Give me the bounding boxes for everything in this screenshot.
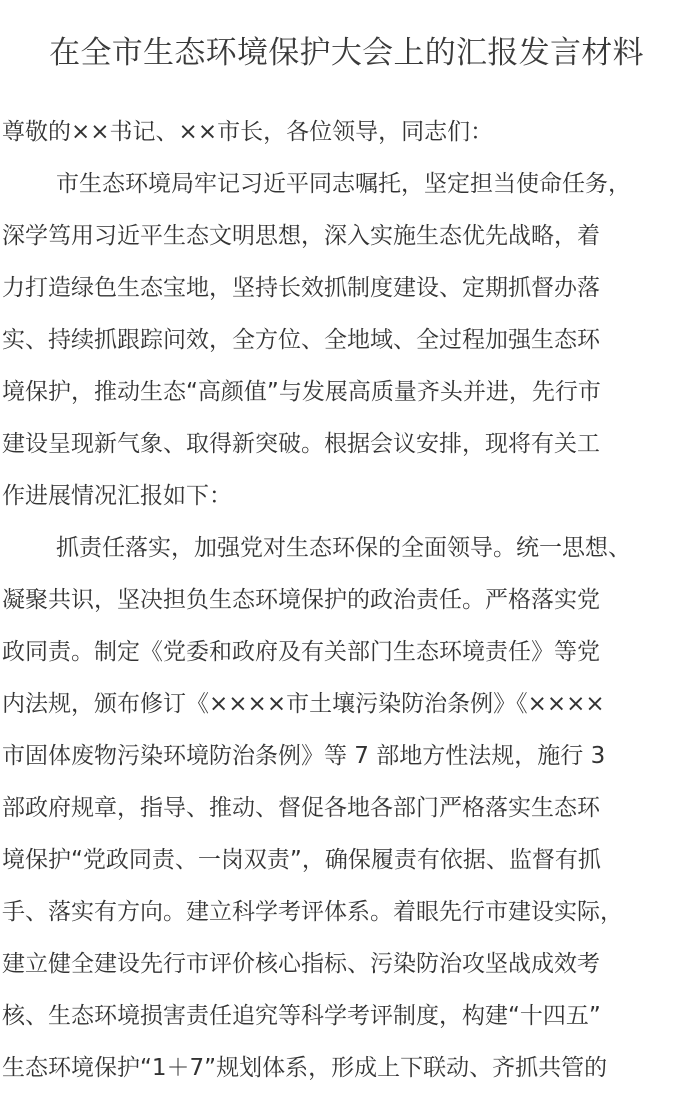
paragraph-line: 市固体废物污染环境防治条例》等 7 部地方性法规，施行 3: [2, 743, 606, 769]
salutation: 尊敬的××书记、××市长，各位领导，同志们：: [2, 119, 494, 145]
document-title: 在全市生态环境保护大会上的汇报发言材料: [49, 35, 644, 71]
paragraph-line: 实、持续抓跟踪问效，全方位、全地域、全过程加强生态环: [2, 327, 600, 353]
paragraph-line: 深学笃用习近平生态文明思想，深入实施生态优先战略，着: [2, 223, 600, 249]
paragraph-line: 抓责任落实，加强党对生态环保的全面领导。统一思想、: [56, 535, 631, 561]
paragraph-line: 作进展情况汇报如下：: [2, 483, 232, 509]
paragraph-line: 手、落实有方向。建立科学考评体系。着眼先行市建设实际，: [2, 899, 623, 925]
paragraph-line: 市生态环境局牢记习近平同志嘱托，坚定担当使命任务，: [56, 171, 631, 197]
paragraph-line: 内法规，颁布修订《××××市土壤污染防治条例》《××××: [2, 691, 605, 717]
paragraph-line: 政同责。制定《党委和政府及有关部门生态环境责任》等党: [2, 639, 600, 665]
paragraph-line: 建设呈现新气象、取得新突破。根据会议安排，现将有关工: [2, 431, 600, 457]
paragraph-line: 力打造绿色生态宝地，坚持长效抓制度建设、定期抓督办落: [2, 275, 600, 301]
paragraph-line: 境保护“党政同责、一岗双责”，确保履责有依据、监督有抓: [2, 847, 601, 873]
paragraph-line: 部政府规章，指导、推动、督促各地各部门严格落实生态环: [2, 795, 600, 821]
paragraph-line: 建立健全建设先行市评价核心指标、污染防治攻坚战成效考: [2, 951, 600, 977]
paragraph-line: 核、生态环境损害责任追究等科学考评制度，构建“十四五”: [2, 1003, 601, 1029]
paragraph-line: 境保护，推动生态“高颜值”与发展高质量齐头并进，先行市: [2, 379, 601, 405]
paragraph-line: 生态环境保护“1＋7”规划体系，形成上下联动、齐抓共管的: [2, 1055, 608, 1081]
paragraph-line: 凝聚共识，坚决担负生态环境保护的政治责任。严格落实党: [2, 587, 600, 613]
